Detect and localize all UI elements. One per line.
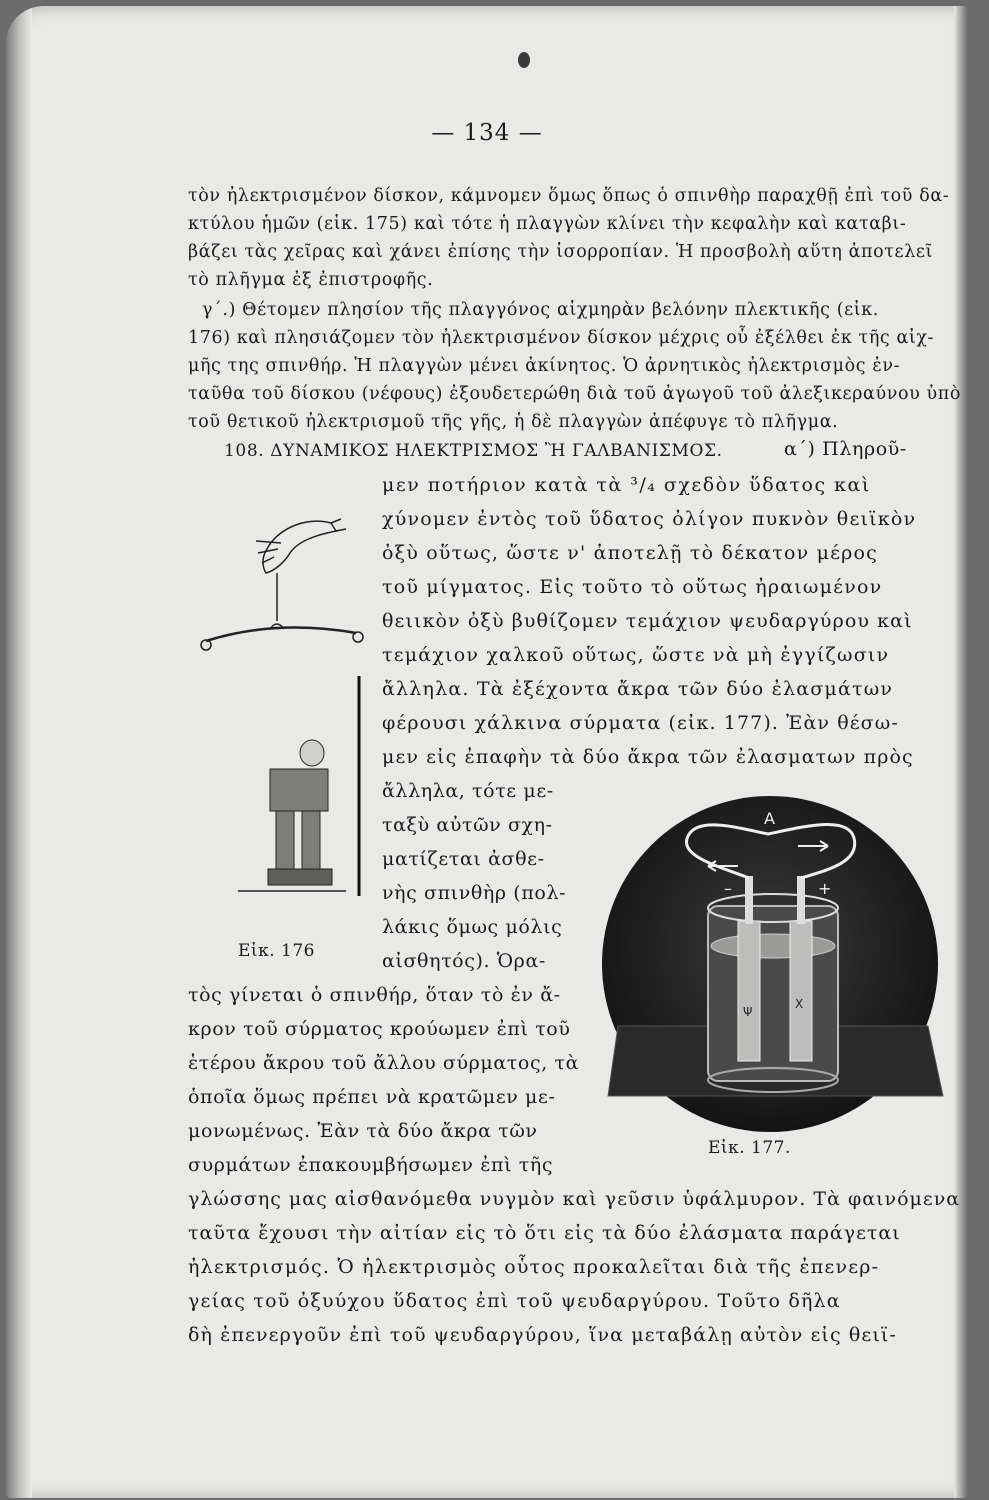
hand-drawing bbox=[263, 521, 336, 573]
text-line: γλώσσης μας αἰσθανόμεθα νυγμὸν καὶ γεῦσιν ὑφάλμυρον. Τὰ φαινόμενα bbox=[188, 1188, 961, 1210]
text-line: τὸ πλῆγμα ἐξ ἐπιστροφῆς. bbox=[188, 270, 434, 290]
text-line: νὴς σπινθὴρ (πολ- bbox=[382, 882, 567, 904]
text-line: μεν ποτήριον κατὰ τὰ ³/₄ σχεδὸν ὕδατος καὶ bbox=[382, 474, 871, 496]
text-line: ἑτέρου ἄκρου τοῦ ἄλλου σύρματος, τὰ bbox=[188, 1052, 580, 1074]
text-line: ἠλεκτρισμός. Ὁ ἠλεκτρισμὸς οὗτος προκαλεῖται διὰ τῆς ἐπενερ- bbox=[188, 1256, 880, 1278]
text-line: βάζει τὰς χεῖρας καὶ χάνει ἐπίσης τὴν ἰσορροπίαν. Ἡ προσβολὴ αὕτη ἀποτελεῖ bbox=[188, 242, 934, 262]
ink-spot bbox=[518, 52, 530, 68]
label-copper: Χ bbox=[795, 997, 804, 1011]
text-line: κτύλου ἡμῶν (εἰκ. 175) καὶ τότε ἡ πλαγγὼν κλίνει τὴν κεφαλὴν καὶ καταβι- bbox=[188, 214, 907, 234]
text-line: θειικὸν ὀξὺ βυθίζομεν τεμάχιον ψευδαργύρου καὶ bbox=[382, 610, 913, 632]
text-line: ταξὺ αὐτῶν σχη- bbox=[382, 814, 553, 836]
text-line: μονωμένως. Ἐὰν τὰ δύο ἄκρα τῶν bbox=[188, 1120, 538, 1142]
text-line: μῆς της σπινθήρ. Ἡ πλαγγὼν μένει ἀκίνητος. Ὁ ἀρνητικὸς ἠλεκτρισμὸς ἐν- bbox=[188, 356, 901, 376]
text-line: κρον τοῦ σύρματος κρούωμεν ἐπὶ τοῦ bbox=[188, 1018, 571, 1040]
text-line: γ΄.) Θέτομεν πλησίον τῆς πλαγγόνος αἰχμηρὰν βελόνην πλεκτικῆς (εἰκ. bbox=[202, 300, 879, 320]
label-current: A bbox=[764, 809, 775, 828]
text-line: φέρουσι χάλκινα σύρματα (εἰκ. 177). Ἐὰν θέσω- bbox=[382, 712, 899, 734]
page-right-edge bbox=[954, 6, 968, 1498]
text-line: ματίζεται ἀσθε- bbox=[382, 848, 545, 870]
text-line: ταῦθα τοῦ δίσκου (νέφους) ἐξουδετερώθη διὰ τοῦ ἀγωγοῦ τοῦ ἀλεξικεραύνου ὑπὸ bbox=[188, 384, 961, 404]
text-line: τοῦ θετικοῦ ἠλεκτρισμοῦ τῆς γῆς, ἡ δὲ πλαγγὼν ἀπέφυγε τὸ πλῆγμα. bbox=[188, 412, 839, 432]
text-line: τὸς γίνεται ὁ σπινθήρ, ὅταν τὸ ἐν ἄ- bbox=[188, 984, 561, 1006]
figure-176 bbox=[186, 501, 371, 911]
figure-177-caption: Εἰκ. 177. bbox=[708, 1138, 791, 1158]
figure-177 bbox=[598, 796, 948, 1136]
text-line: τοῦ μίγματος. Εἰς τοῦτο τὸ οὕτως ἠραιωμένον bbox=[382, 576, 883, 598]
text-line: λάκις ὅμως μόλις bbox=[382, 916, 563, 938]
text-line: ἄλληλα, τότε με- bbox=[382, 780, 554, 802]
text-line: ὀξὺ οὕτως, ὥστε ν' ἀποτελῇ τὸ δέκατον μέρος bbox=[382, 542, 879, 564]
section-heading: 108. ΔΥΝΑΜΙΚΟΣ ΗΛΕΚΤΡΙΣΜΟΣ Ἢ ΓΑΛΒΑΝΙΣΜΟΣ. bbox=[224, 441, 723, 461]
suspended-bar bbox=[206, 628, 356, 641]
label-zinc: Ψ bbox=[743, 1005, 753, 1019]
text-line: συρμάτων ἐπακουμβήσωμεν ἐπὶ τῆς bbox=[188, 1154, 554, 1176]
text-line: αἰσθητός). Ὁρα- bbox=[382, 950, 546, 972]
text-line: τὸν ἠλεκτρισμένον δίσκον, κάμνομεν ὅμως ὅπως ὁ σπινθὴρ παραχθῇ ἐπὶ τοῦ δα- bbox=[188, 186, 950, 206]
text-line: 176) καὶ πλησιάζομεν τὸν ἠλεκτρισμένον δίσκον μέχρις οὗ ἐξέλθει ἐκ τῆς αἰχ- bbox=[188, 328, 935, 348]
text-line: τεμάχιον χαλκοῦ οὕτως, ὥστε νὰ μὴ ἐγγίζωσιν bbox=[382, 644, 890, 666]
page-number: — 134 — bbox=[431, 120, 543, 146]
text-line: ἄλληλα. Τὰ ἐξέχοντα ἄκρα τῶν δύο ἐλασμάτων bbox=[382, 678, 894, 700]
figure-176-caption: Εἰκ. 176 bbox=[238, 941, 315, 961]
text-line: γείας τοῦ ὀξυύχου ὕδατος ἐπὶ τοῦ ψευδαργύρου. Τοῦτο δῆλα bbox=[188, 1290, 841, 1312]
label-plus: + bbox=[818, 879, 832, 898]
section-heading-tail: α΄) Πληροῦ- bbox=[784, 438, 907, 460]
copper-plate bbox=[790, 921, 812, 1061]
text-line: ὁποῖα ὅμως πρέπει νὰ κρατῶμεν με- bbox=[188, 1086, 556, 1108]
zinc-plate bbox=[738, 921, 760, 1061]
text-line: μεν εἰς ἐπαφὴν τὰ δύο ἄκρα τῶν ἐλασματων πρὸς bbox=[382, 746, 914, 768]
text-line: χύνομεν ἐντὸς τοῦ ὕδατος ὀλίγον πυκνὸν θειϊκὸν bbox=[382, 508, 917, 530]
text-line: δὴ ἐπενεργοῦν ἐπὶ τοῦ ψευδαργύρου, ἵνα μεταβάλῃ αὐτὸν εἰς θειϊ- bbox=[188, 1324, 897, 1346]
page-binding-edge bbox=[6, 6, 32, 1498]
label-minus: – bbox=[724, 879, 732, 898]
text-line: ταῦτα ἔχουσι τὴν αἰτίαν εἰς τὸ ὅτι εἰς τὰ δύο ἐλάσματα παράγεται bbox=[188, 1222, 901, 1244]
doll-drawing bbox=[238, 740, 346, 891]
book-page bbox=[6, 6, 968, 1498]
